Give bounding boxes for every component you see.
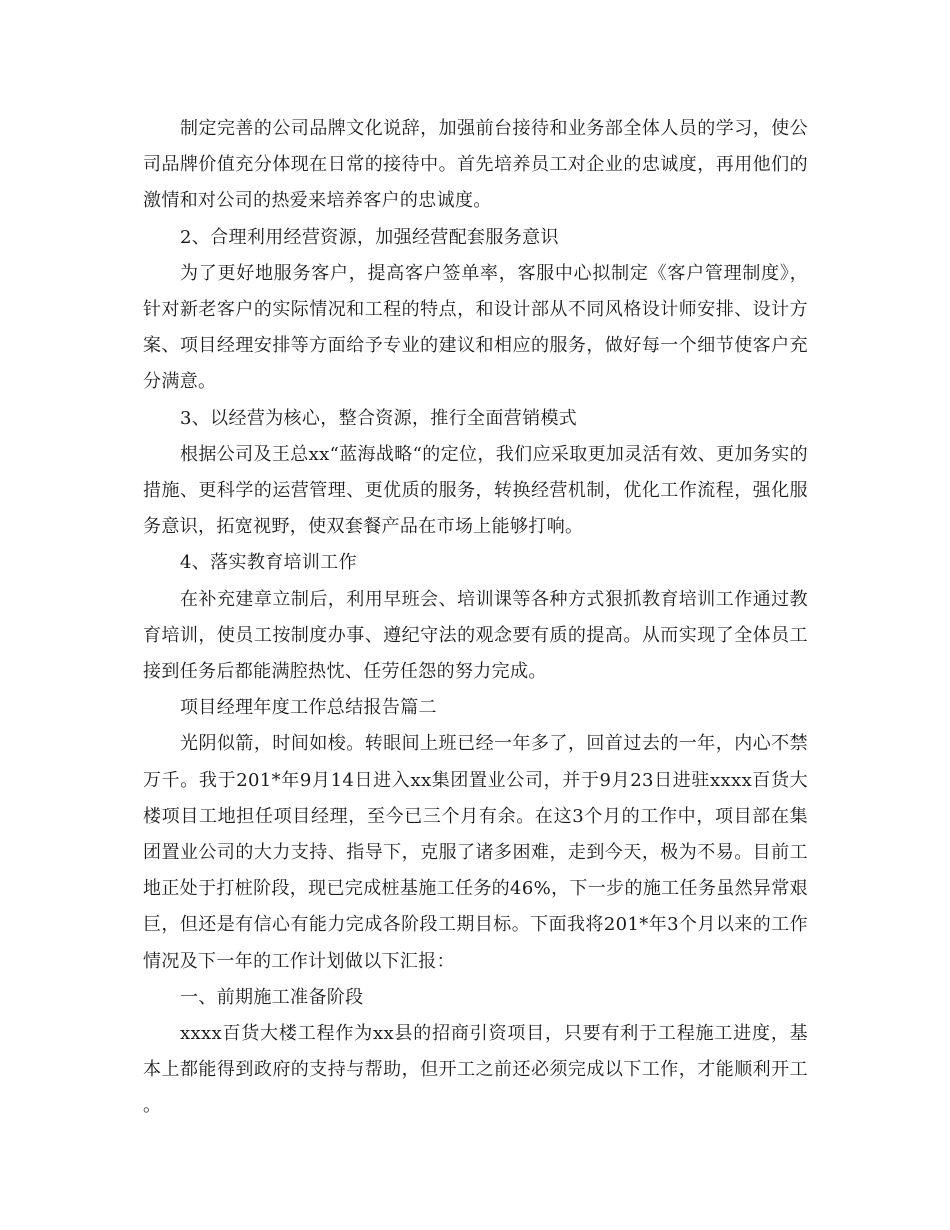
paragraph-brand-culture: 制定完善的公司品牌文化说辞，加强前台接待和业务部全体人员的学习，使公司品牌价值充分体现在日常的接待中。首先培养员工对企业的忠诚度，再用他们的激情和对公司的热爱来培养客户的忠诚度。 [143,118,808,212]
heading-preparation-stage: 一、前期施工准备阶段 [180,986,364,1008]
paragraph-year-review: 光阴似箭，时间如梭。转眼间上班已经一年多了，回首过去的一年，内心不禁万千。我于201*年9月14日进入xx集团置业公司，并于9月23日进驻xxxx百货大楼项目工地担任项目经理，至今已三个月有余。在这3个月的工作中，项目部在集团置业公司的大力支持、指导下，克服了诸多困难，走到今天，极为不易。目前工地正处于打桩阶段，现已完成桩基施工任务的46%，下一步的施工任务虽然异常艰巨，但还是有信心有能力完成各阶段工期目标。下面我将201*年3个月以来的工作情况及下一年的工作计划做以下汇报： [143,733,808,972]
paragraph-investment-project: xxxx百货大楼工程作为xx县的招商引资项目，只要有利于工程施工进度，基本上都能得到政府的支持与帮助，但开工之前还必须完成以下工作，才能顺利开工。 [143,1023,808,1117]
paragraph-blue-ocean: 根据公司及王总xx“蓝海战略“的定位，我们应采取更加灵活有效、更加务实的措施、更科学的运营管理、更优质的服务，转换经营机制，优化工作流程，强化服务意识，拓宽视野，使双套餐产品在市场上能够打响。 [143,443,808,538]
document-body [143,111,808,1125]
section-title-part-two: 项目经理年度工作总结报告篇二 [180,697,437,719]
heading-item-4: 4、落实教育培训工作 [180,552,357,574]
paragraph-training: 在补充建章立制后，利用早班会、培训课等各种方式狠抓教育培训工作通过教育培训，使员工按制度办事、遵纪守法的观念要有质的提高。从而实现了全体员工接到任务后都能满腔热忱、任劳任怨的努力完成。 [143,588,808,683]
paragraph-customer-service: 为了更好地服务客户，提高客户签单率，客服中心拟制定《客户管理制度》，针对新老客户的实际情况和工程的特点，和设计部从不同风格设计师安排、设计方案、项目经理安排等方面给予专业的建议和相应的服务，做好每一个细节使客户充分满意。 [143,262,808,393]
heading-item-2: 2、合理利用经营资源，加强经营配套服务意识 [180,226,559,248]
heading-item-3: 3、以经营为核心，整合资源，推行全面营销模式 [180,407,578,429]
